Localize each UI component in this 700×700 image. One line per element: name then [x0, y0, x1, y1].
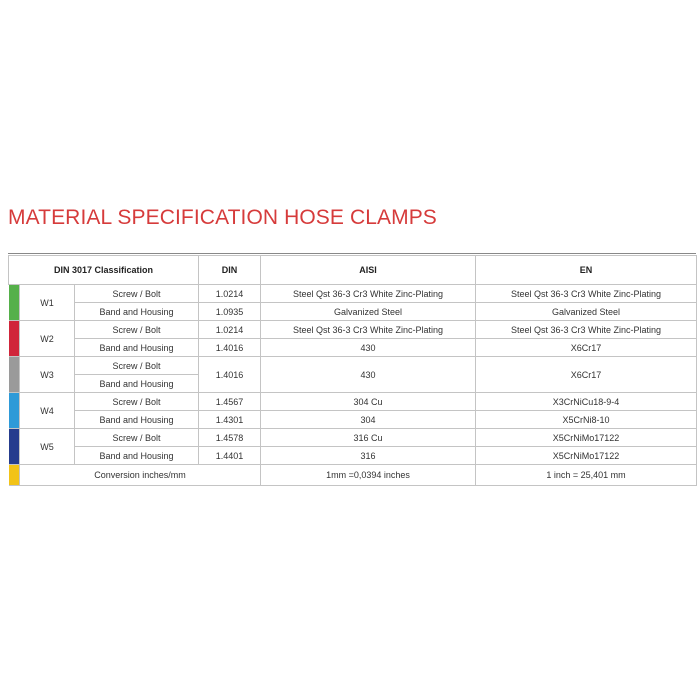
- en-cell: X5CrNi8-10: [476, 411, 697, 429]
- en-cell: X5CrNiMo17122: [476, 429, 697, 447]
- table-row: [9, 393, 697, 411]
- color-swatch: [9, 465, 20, 485]
- part-cell: Screw / Bolt: [75, 321, 199, 339]
- aisi-cell: 304 Cu: [261, 393, 476, 411]
- aisi-cell: 430: [261, 357, 476, 393]
- w2-color-bar: [9, 321, 20, 357]
- en-cell: X5CrNiMo17122: [476, 447, 697, 465]
- header-en: EN: [476, 256, 697, 285]
- din-cell: 1.0214: [199, 321, 261, 339]
- page-title: MATERIAL SPECIFICATION HOSE CLAMPS: [8, 206, 437, 229]
- en-cell: X6Cr17: [476, 357, 697, 393]
- conversion-en: 1 inch = 25,401 mm: [476, 465, 697, 486]
- conversion-label: Conversion inches/mm: [20, 465, 261, 486]
- aisi-cell: Steel Qst 36-3 Cr3 White Zinc-Plating: [261, 285, 476, 303]
- header-din: DIN: [199, 256, 261, 285]
- table-row: [9, 321, 697, 339]
- table-header-row: [9, 256, 697, 285]
- en-cell: X6Cr17: [476, 339, 697, 357]
- en-cell: Steel Qst 36-3 Cr3 White Zinc-Plating: [476, 285, 697, 303]
- w3-color-bar: [9, 357, 20, 393]
- title-divider: [8, 253, 696, 254]
- part-cell: Screw / Bolt: [75, 285, 199, 303]
- aisi-cell: Steel Qst 36-3 Cr3 White Zinc-Plating: [261, 321, 476, 339]
- w1-color-bar: [9, 285, 20, 321]
- din-cell: 1.4016: [199, 339, 261, 357]
- din-cell: 1.4401: [199, 447, 261, 465]
- group-label-w1: W1: [20, 285, 75, 321]
- color-swatch: [9, 285, 20, 320]
- table-row: [9, 339, 697, 357]
- table-row: [9, 285, 697, 303]
- table-row: [9, 357, 697, 375]
- part-cell: Screw / Bolt: [75, 393, 199, 411]
- din-cell: 1.4567: [199, 393, 261, 411]
- header-classification: DIN 3017 Classification: [9, 256, 199, 285]
- aisi-cell: 316: [261, 447, 476, 465]
- din-cell: 1.0214: [199, 285, 261, 303]
- conversion-color-bar: [9, 465, 20, 486]
- table-row: [9, 303, 697, 321]
- header-aisi: AISI: [261, 256, 476, 285]
- part-cell: Screw / Bolt: [75, 429, 199, 447]
- part-cell: Screw / Bolt: [75, 357, 199, 375]
- group-label-w2: W2: [20, 321, 75, 357]
- aisi-cell: Galvanized Steel: [261, 303, 476, 321]
- w4-color-bar: [9, 393, 20, 429]
- din-cell: 1.4578: [199, 429, 261, 447]
- part-cell: Band and Housing: [75, 447, 199, 465]
- aisi-cell: 316 Cu: [261, 429, 476, 447]
- din-cell: 1.0935: [199, 303, 261, 321]
- group-label-w3: W3: [20, 357, 75, 393]
- din-cell: 1.4301: [199, 411, 261, 429]
- material-spec-table: [8, 255, 697, 486]
- color-swatch: [9, 357, 20, 392]
- aisi-cell: 430: [261, 339, 476, 357]
- group-label-w4: W4: [20, 393, 75, 429]
- part-cell: Band and Housing: [75, 375, 199, 393]
- w5-color-bar: [9, 429, 20, 465]
- color-swatch: [9, 429, 20, 464]
- color-swatch: [9, 393, 20, 428]
- conversion-aisi: 1mm =0,0394 inches: [261, 465, 476, 486]
- din-cell: 1.4016: [199, 357, 261, 393]
- part-cell: Band and Housing: [75, 303, 199, 321]
- conversion-row: [9, 465, 697, 486]
- en-cell: X3CrNiCu18-9-4: [476, 393, 697, 411]
- table-row: [9, 447, 697, 465]
- part-cell: Band and Housing: [75, 339, 199, 357]
- en-cell: Steel Qst 36-3 Cr3 White Zinc-Plating: [476, 321, 697, 339]
- part-cell: Band and Housing: [75, 411, 199, 429]
- color-swatch: [9, 321, 20, 356]
- group-label-w5: W5: [20, 429, 75, 465]
- table-row: [9, 429, 697, 447]
- table-row: [9, 411, 697, 429]
- en-cell: Galvanized Steel: [476, 303, 697, 321]
- aisi-cell: 304: [261, 411, 476, 429]
